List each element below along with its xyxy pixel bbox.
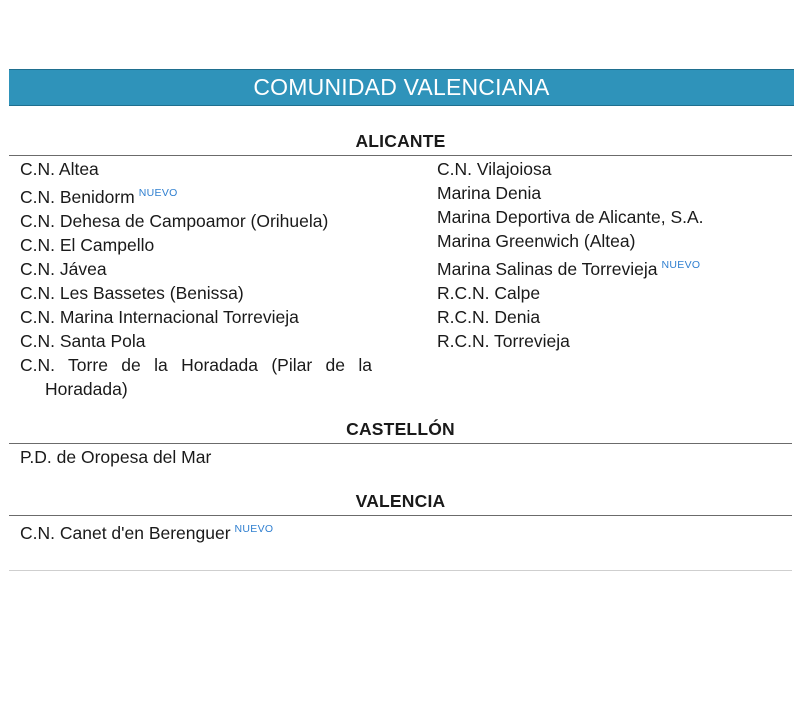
list-item-label: C.N. Benidorm	[20, 187, 135, 207]
section-title-alicante: ALICANTE	[355, 131, 446, 151]
list-item	[20, 257, 372, 281]
list-item	[20, 353, 372, 401]
list-item	[437, 181, 787, 205]
bottom-divider	[9, 570, 792, 571]
list-item	[20, 281, 372, 305]
list-item	[20, 445, 720, 469]
list-item-label: R.C.N. Calpe	[437, 283, 541, 303]
page-title: COMUNIDAD VALENCIANA	[253, 74, 550, 100]
list-item	[437, 253, 787, 281]
list-item-label: C.N. Vilajoiosa	[437, 159, 552, 179]
list-item-label: C.N. El Campello	[20, 235, 155, 255]
list-item-label: Marina Deportiva de Alicante, S.A.	[437, 207, 704, 227]
list-item-label: C.N. Jávea	[20, 259, 107, 279]
divider-castellon	[9, 443, 792, 444]
list-item	[20, 329, 372, 353]
new-badge: NUEVO	[234, 523, 274, 535]
page-title-banner	[9, 69, 794, 106]
list-item-label: C.N. Santa Pola	[20, 331, 146, 351]
new-badge: NUEVO	[138, 187, 178, 199]
list-item	[20, 157, 372, 181]
list-item-label: C.N. Marina Internacional Torrevieja	[20, 307, 299, 327]
list-item	[437, 305, 787, 329]
list-item-label: R.C.N. Denia	[437, 307, 541, 327]
alicante-left-list	[20, 157, 372, 401]
section-title-castellon: CASTELLÓN	[346, 419, 455, 439]
list-item	[437, 157, 787, 181]
divider-valencia	[9, 515, 792, 516]
list-item-label: Marina Denia	[437, 183, 542, 203]
new-badge: NUEVO	[661, 259, 701, 271]
list-item-label: R.C.N. Torrevieja	[437, 331, 570, 351]
list-item-label: Marina Greenwich (Altea)	[437, 231, 636, 251]
section-title-valencia: VALENCIA	[355, 491, 446, 511]
list-item	[437, 229, 787, 253]
list-item-label: C.N. Altea	[20, 159, 99, 179]
list-item	[437, 329, 787, 353]
valencia-list	[20, 517, 720, 545]
list-item-label: C.N. Canet d'en Berenguer	[20, 523, 231, 543]
list-item-label: C.N. Dehesa de Campoamor (Orihuela)	[20, 211, 329, 231]
list-item	[20, 209, 372, 233]
list-item	[437, 205, 787, 229]
alicante-right-list	[437, 157, 787, 353]
list-item-label: C.N. Torre de la Horadada (Pilar de la Horadada)	[20, 355, 372, 399]
divider-alicante	[9, 155, 792, 156]
list-item	[20, 517, 720, 545]
list-item	[20, 181, 372, 209]
list-item	[20, 305, 372, 329]
list-item	[437, 281, 787, 305]
list-item-label: C.N. Les Bassetes (Benissa)	[20, 283, 244, 303]
list-item	[20, 233, 372, 257]
list-item-label: Marina Salinas de Torrevieja	[437, 259, 658, 279]
castellon-list	[20, 445, 720, 469]
list-item-label: P.D. de Oropesa del Mar	[20, 447, 212, 467]
